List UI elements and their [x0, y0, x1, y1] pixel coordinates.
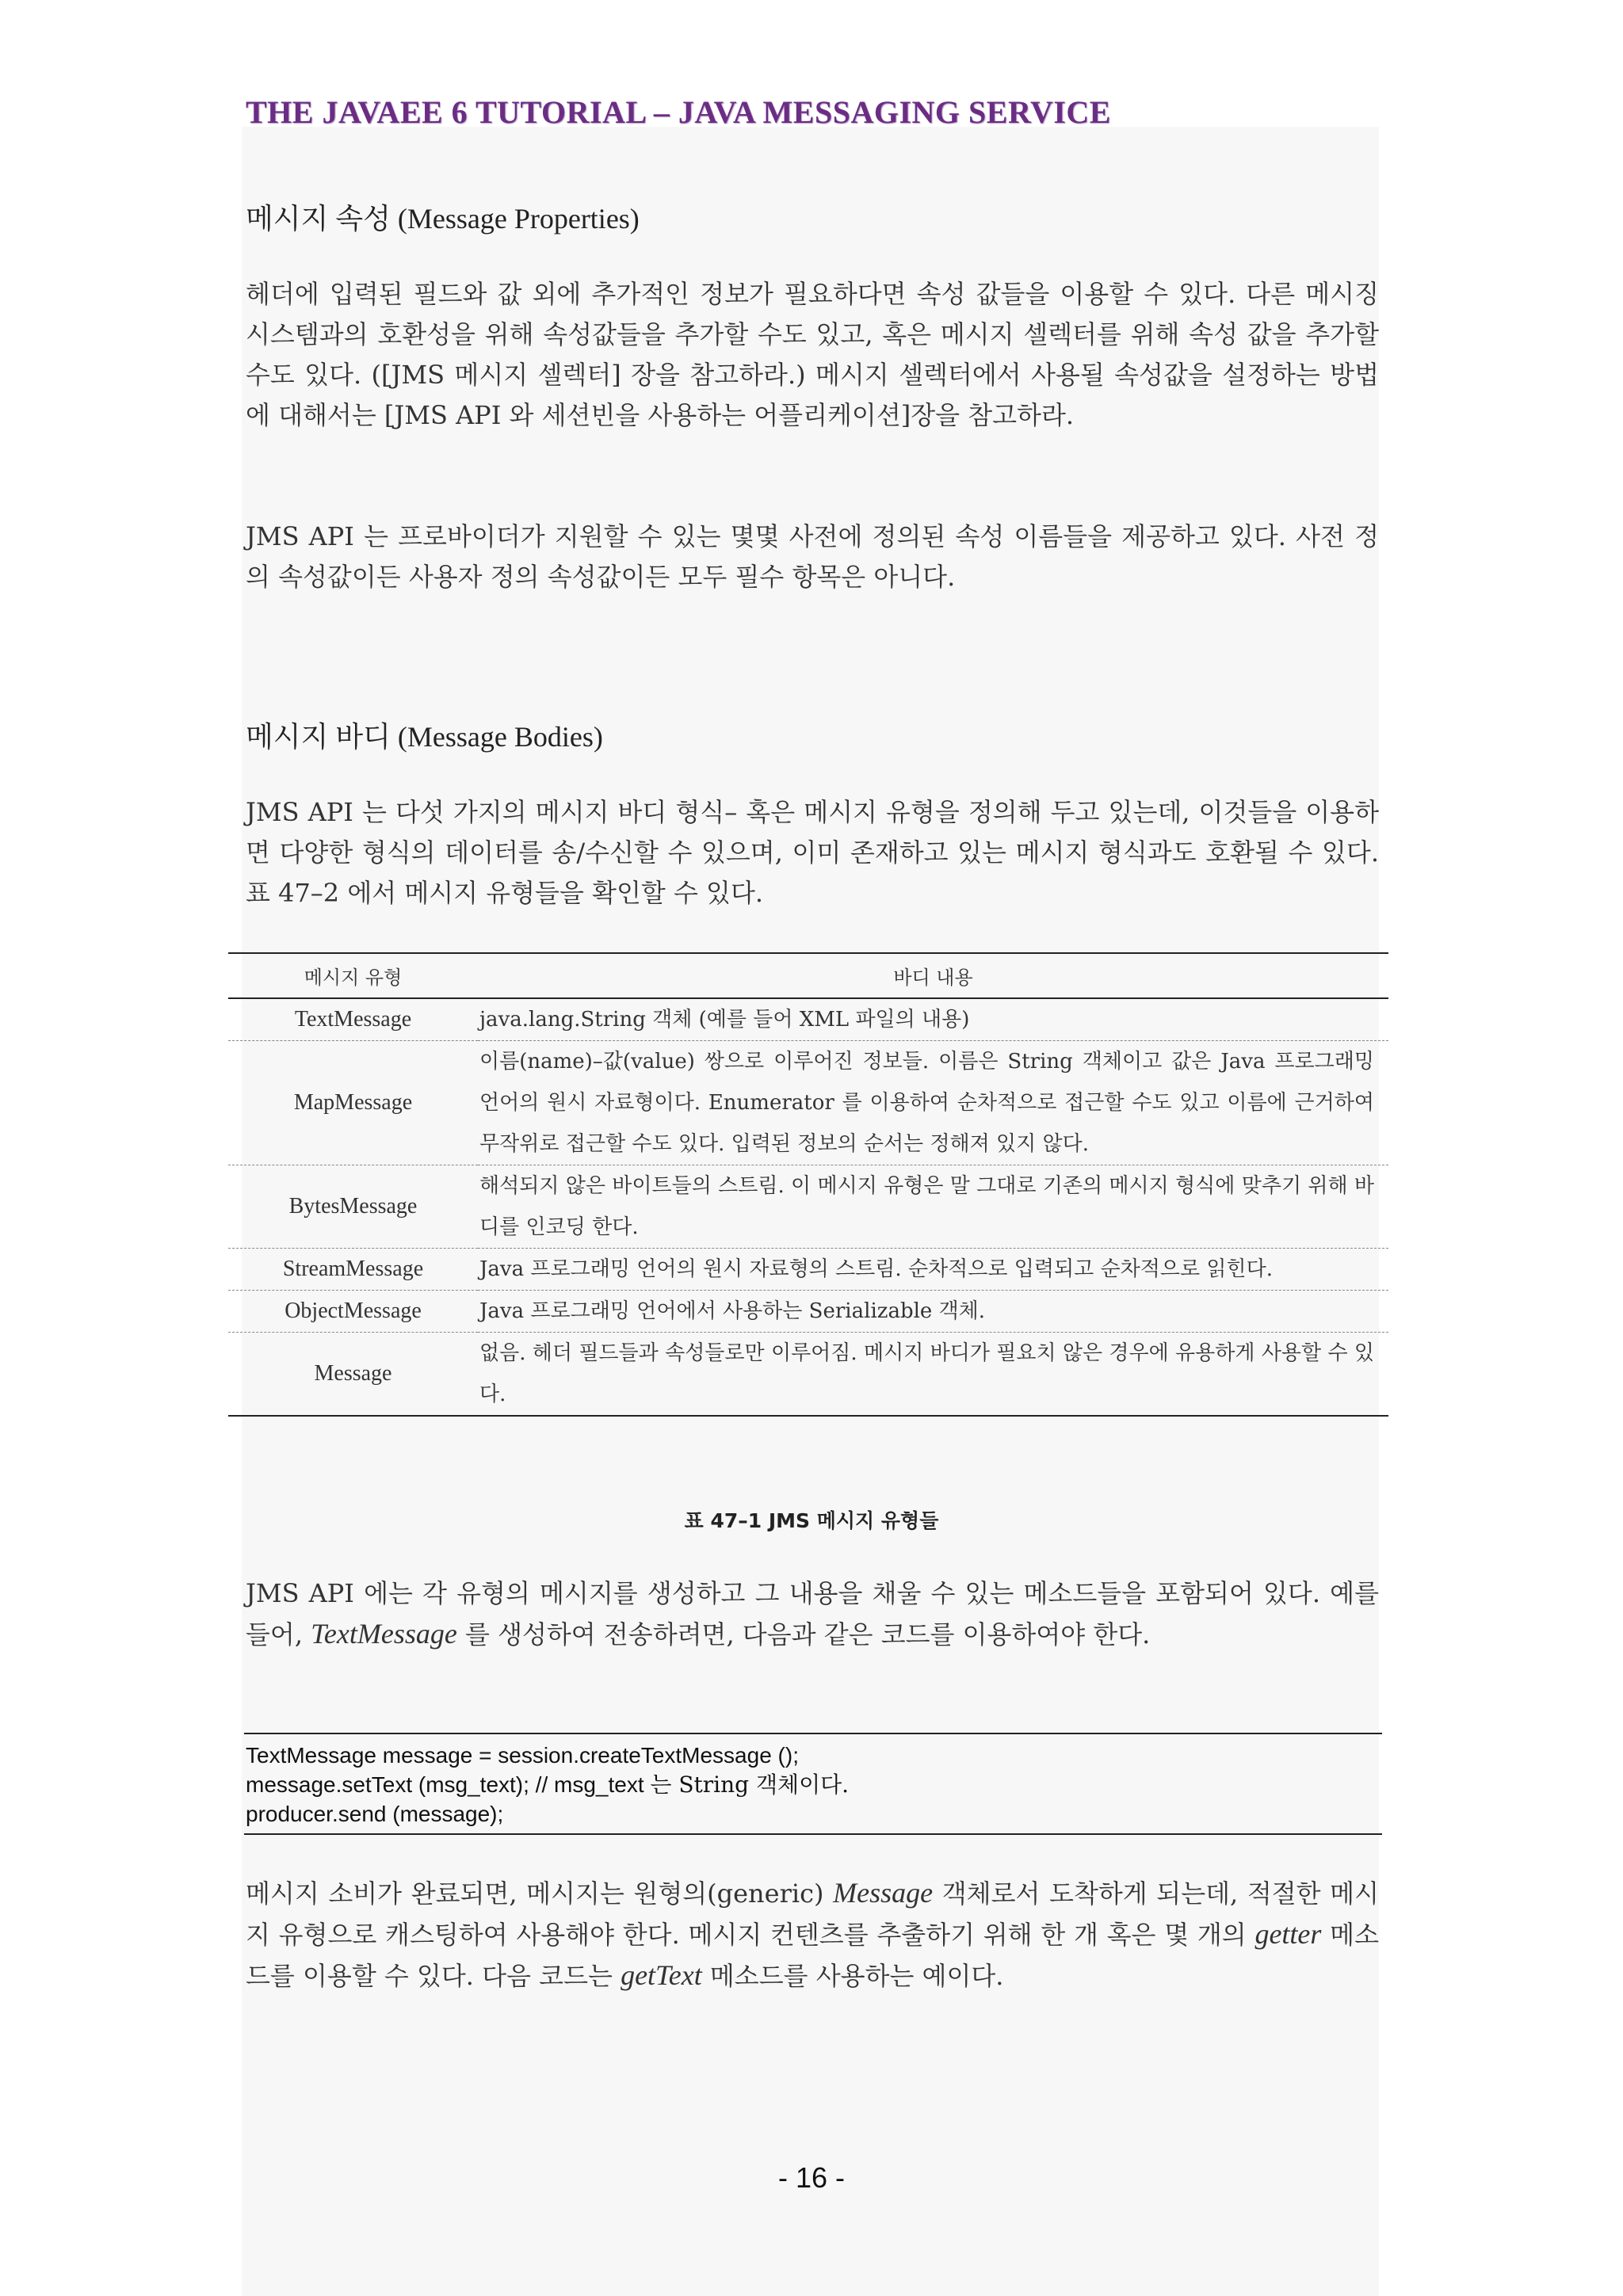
table-caption: 표 47–1 JMS 메시지 유형들 [684, 1509, 939, 1532]
table-header-type: 메시지 유형 [228, 953, 478, 998]
table-row [228, 1291, 1388, 1333]
text-run: 메소드를 사용하는 예이다. [701, 1961, 1004, 1991]
table-cell-desc: Java 프로그래밍 언어의 원시 자료형의 스트림. 순차적으로 입력되고 순차적으로 읽힌다. [478, 1249, 1388, 1291]
table-cell-desc: 없음. 헤더 필드들과 속성들로만 이루어짐. 메시지 바디가 필요치 않은 경우에 유용하게 사용할 수 있다. [478, 1333, 1388, 1417]
message-types-table [228, 952, 1388, 1417]
table-cell-type: Message [228, 1333, 478, 1417]
table-row [228, 1165, 1388, 1249]
page-number: - 16 - [777, 2161, 846, 2194]
paragraph: JMS API 는 프로바이더가 지원할 수 있는 몇몇 사전에 정의된 속성 이름들을 제공하고 있다. 사전 정의 속성값이든 사용자 정의 속성값이든 모두 필수 항목은 아니다. [246, 521, 1379, 592]
code-line: producer.send (message); [246, 1802, 504, 1826]
section-heading-properties: 메시지 속성 (Message Properties) [246, 203, 640, 235]
emphasis-text: getter [1254, 1918, 1322, 1950]
code-block [244, 1733, 1382, 1835]
emphasis-text: Message [833, 1877, 934, 1909]
table-row [228, 1333, 1388, 1417]
paragraph: 헤더에 입력된 필드와 값 외에 추가적인 정보가 필요하다면 속성 값들을 이용할 수 있다. 다른 메시징 시스템과의 호환성을 위해 속성값들을 추가할 수도 있고, 혹은 메시지 셀렉터를 위해 속성 값을 추가할 수도 있다. ([JMS 메시지 셀렉터] 장을 참고하라.) 메시지 셀렉터에서 사용될 속성값을 설정하는 방법에 대해서는 [JMS API 와 세션빈을 사용하는 어플리케이션]장을 참고하라. [246, 279, 1379, 430]
text-run: JMS API 에는 각 유형의 메시지를 생성하고 그 내용을 채울 수 있는 메소드들을 포함되어 있다. 예를 들어, [246, 1578, 1379, 1650]
running-header: THE JAVAEE 6 TUTORIAL – JAVA MESSAGING SERVICE [246, 94, 1111, 130]
table-row [228, 1249, 1388, 1291]
table-cell-desc: java.lang.String 객체 (예를 들어 XML 파일의 내용) [478, 998, 1388, 1041]
text-run: 를 생성하여 전송하려면, 다음과 같은 코드를 이용하여야 한다. [456, 1619, 1151, 1650]
paragraph: JMS API 는 다섯 가지의 메시지 바디 형식– 혹은 메시지 유형을 정의해 두고 있는데, 이것들을 이용하면 다양한 형식의 데이터를 송/수신할 수 있으며, 이미 존재하고 있는 메시지 형식과도 호환될 수 있다. 표 47–2 에서 메시지 유형들을 확인할 수 있다. [246, 797, 1379, 908]
paragraph [246, 1873, 1379, 1997]
text-run: 객체로서 도착하게 되는데, 적절한 메시지 유형으로 캐스팅하여 사용해야 한다. 메시지 컨텐츠를 추출하기 위해 한 개 혹은 몇 개의 [246, 1878, 1379, 1950]
table-cell-desc: 해석되지 않은 바이트들의 스트림. 이 메시지 유형은 말 그대로 기존의 메시지 형식에 맞추기 위해 바디를 인코딩 한다. [478, 1165, 1388, 1249]
code-comment-text: 는 String 객체이다. [650, 1772, 850, 1798]
table-cell-type: BytesMessage [228, 1165, 478, 1249]
table-cell-type: MapMessage [228, 1041, 478, 1165]
table-row [228, 1041, 1388, 1165]
table-row [228, 998, 1388, 1041]
table-header-content: 바디 내용 [478, 953, 1388, 998]
table-cell-type: TextMessage [228, 998, 478, 1041]
table-cell-type: ObjectMessage [228, 1291, 478, 1333]
table-cell-desc: Java 프로그래밍 언어에서 사용하는 Serializable 객체. [478, 1291, 1388, 1333]
section-heading-bodies: 메시지 바디 (Message Bodies) [246, 721, 603, 753]
paragraph [246, 1573, 1379, 1655]
text-run: 메시지 소비가 완료되면, 메시지는 원형의(generic) [246, 1878, 834, 1909]
code-line: TextMessage message = session.createTextMessage (); [246, 1743, 799, 1768]
table-cell-type: StreamMessage [228, 1249, 478, 1291]
text-run: 메소드를 이용할 수 있다. 다음 코드는 [246, 1920, 1379, 1991]
emphasis-text: TextMessage [311, 1618, 457, 1650]
code-text: message.setText (msg_text); // msg_text [246, 1772, 651, 1797]
table-cell-desc: 이름(name)–값(value) 쌍으로 이루어진 정보들. 이름은 String 객체이고 값은 Java 프로그래밍 언어의 원시 자료형이다. Enumerator 를 이용하여 순차적으로 접근할 수도 있고 이름에 근거하여 무작위로 접근할 수도 있다. 입력된 정보의 순서는 정해져 있지 않다. [478, 1041, 1388, 1165]
code-line [246, 1770, 1382, 1799]
emphasis-text: getText [621, 1959, 702, 1991]
